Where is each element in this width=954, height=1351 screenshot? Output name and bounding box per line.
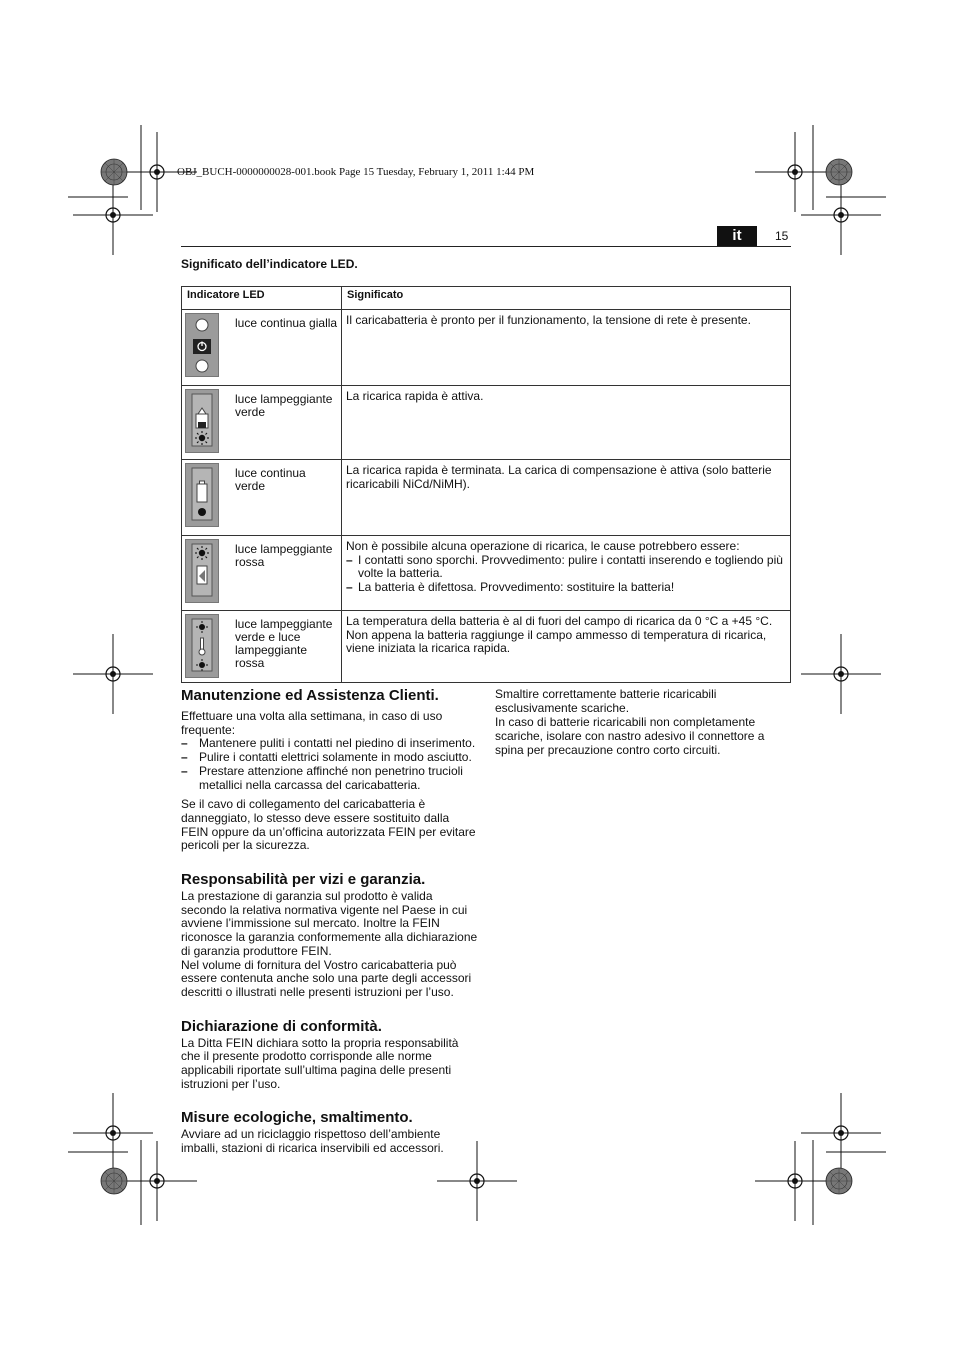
fast-charge-blink-icon [185, 389, 219, 453]
warranty-paragraph: Nel volume di fornitura del Vostro caricabatteria può essere contenuta anche solo una parte degli accessori descritti o illustrati nelle presenti istruzioni per l’uso. [181, 957, 472, 999]
meaning-text: La ricarica rapida è terminata. La carica di compensazione è attiva (solo batterie ricaricabili NiCd/NiMH). [346, 463, 772, 491]
table-row [182, 460, 791, 536]
warranty-heading: Responsabilità per vizi e garanzia. [181, 871, 426, 889]
header-rule [181, 246, 791, 247]
meaning-cell [342, 611, 791, 683]
table-row [182, 310, 791, 386]
indicator-label: luce lampeggiante rossa [235, 542, 333, 569]
spacer [181, 859, 479, 871]
maintenance-list [181, 737, 479, 792]
meaning-text: La temperatura della batteria è al di fuori del campo di ricarica da 0 °C a +45 °C. Non appena la batteria raggiunge il campo ammesso di temperatura di ricarica, viene iniziata la ricarica rapida. [346, 614, 773, 655]
right-column [495, 688, 791, 764]
indicator-cell [182, 386, 342, 460]
meaning-cell [342, 536, 791, 611]
indicator-cell [182, 611, 342, 683]
maintenance-heading: Manutenzione ed Assistenza Clienti. [181, 687, 439, 704]
conformity-heading: Dichiarazione di conformità. [181, 1017, 382, 1035]
section-label: Significato dell’indicatore LED. [181, 257, 358, 271]
list-item: – La batteria è difettosa. Provvedimento: sostituire la batteria! [346, 581, 786, 595]
indicator-cell [182, 536, 342, 611]
page-number: 15 [775, 229, 789, 243]
table-row [182, 386, 791, 460]
conformity-paragraph: La Ditta FEIN dichiara sotto la propria responsabilità che il presente prodotto corrisponde alle norme applicabili riportate sull’ultima pagina delle presenti istruzioni per l’uso. [181, 1035, 459, 1091]
meaning-cell [342, 310, 791, 386]
column-header: Significato [342, 287, 791, 310]
spacer [181, 1097, 479, 1109]
disposal-paragraph: Smaltire correttamente batterie ricaricabili esclusivamente scariche. [495, 687, 717, 715]
maintenance-intro: Effettuare una volta alla settimana, in caso di uso frequente: [181, 709, 443, 737]
ecology-heading: Misure ecologiche, smaltimento. [181, 1109, 413, 1127]
print-header: OBJ_BUCH-0000000028-001.book Page 15 Tuesday, February 1, 2011 1:44 PM [177, 166, 535, 178]
battery-fault-blink-icon [185, 539, 219, 603]
battery-full-icon [185, 463, 219, 527]
disposal-paragraph: In caso di batterie ricaricabili non completamente scariche, isolare con nastro adesivo il connettore a spina per precauzione contro corto circuiti. [495, 715, 765, 757]
indicator-label: luce continua verde [235, 466, 306, 493]
table-header-row [182, 287, 791, 310]
spacer [181, 1006, 479, 1018]
led-table [181, 286, 791, 683]
indicator-label: luce continua gialla [235, 316, 338, 330]
list-item: – Mantenere puliti i contatti nel piedino di inserimento. [181, 737, 479, 751]
cable-paragraph: Se il cavo di collegamento del caricabatteria è danneggiato, lo stesso deve essere sostituito dalla FEIN oppure da un’officina autorizzata FEIN per evitare pericoli per la sicurezza. [181, 797, 476, 853]
indicator-label: luce lampeggiante verde [235, 392, 333, 419]
table-row [182, 611, 791, 683]
column-header: Indicatore LED [182, 287, 342, 310]
table-row [182, 536, 791, 611]
indicator-cell [182, 310, 342, 386]
language-tab: it [717, 226, 757, 246]
ecology-paragraph: Avviare ad un riciclaggio rispettoso dell’ambiente imballi, stazioni di ricarica inservibili ed accessori. [181, 1127, 444, 1156]
indicator-label: luce lampeggiante verde e luce lampeggiante rossa [235, 617, 333, 670]
list-item: – Prestare attenzione affinché non penetrino trucioli metallici nella carcassa del caricabatteria. [181, 765, 479, 792]
list-item: – Pulire i contatti elettrici solamente in modo asciutto. [181, 751, 479, 765]
temperature-blink-icon [185, 614, 219, 678]
meaning-bullets [346, 554, 786, 595]
meaning-cell [342, 460, 791, 536]
list-item: – I contatti sono sporchi. Provvedimento: pulire i contatti inserendo e togliendo più volte la batteria. [346, 554, 786, 581]
meaning-text: La ricarica rapida è attiva. [346, 389, 484, 403]
indicator-cell [182, 460, 342, 536]
meaning-cell [342, 386, 791, 460]
warranty-paragraph: La prestazione di garanzia sul prodotto è valida secondo la relativa normativa vigente nel Paese in cui avviene l’immissione sul mercato. Inoltre la FEIN riconosce la garanzia conformemente alla dichiarazione di garanzia produttore FEIN. [181, 889, 478, 958]
meaning-text: Il caricabatteria è pronto per il funzionamento, la tensione di rete è presente. [346, 313, 751, 327]
meaning-text: Non è possibile alcuna operazione di ricarica, le cause potrebbero essere: [346, 539, 740, 553]
left-column [181, 687, 479, 1162]
charger-power-icon [185, 313, 219, 377]
